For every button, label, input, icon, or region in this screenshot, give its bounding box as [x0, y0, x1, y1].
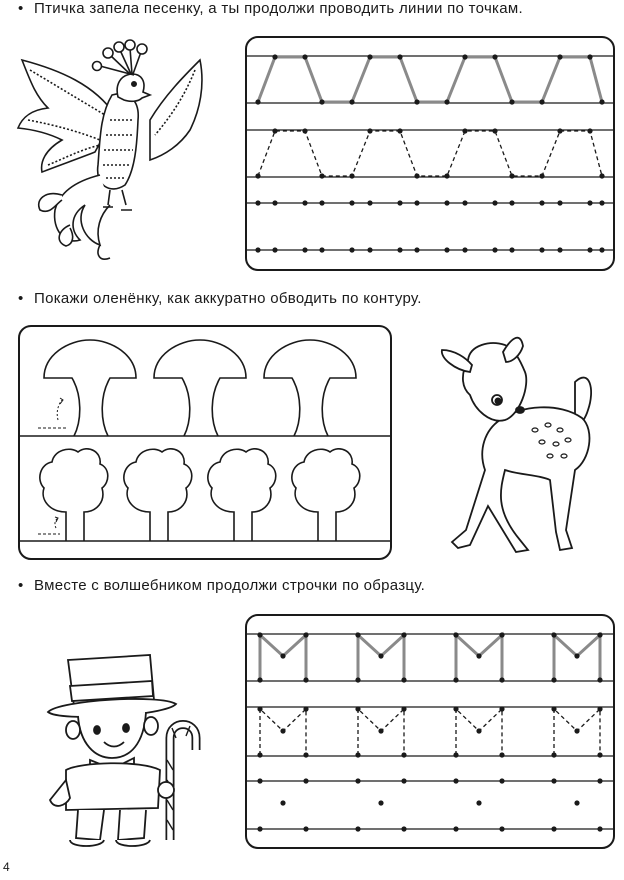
instruction-text: Птичка запела песенку, а ты продолжи проводить линии по точкам.	[34, 0, 523, 17]
panel-frame	[246, 615, 614, 848]
exercise-3-panel	[246, 615, 614, 848]
instruction-text: Покажи оленёнку, как аккуратно обводить по контуру.	[34, 290, 422, 307]
crest	[93, 40, 148, 75]
page-number: 4	[3, 860, 10, 874]
firebird-illustration	[18, 40, 202, 259]
exercise-1-panel	[246, 37, 614, 270]
fawn-illustration	[442, 338, 591, 552]
bullet: •	[18, 577, 24, 594]
magician-illustration	[48, 655, 196, 846]
bullet: •	[18, 0, 24, 17]
candy-cane	[167, 725, 196, 841]
panel-frame	[246, 37, 614, 270]
bullet: •	[18, 290, 24, 307]
exercise-2-panel	[19, 326, 391, 559]
instruction-text: Вместе с волшебником продолжи строчки по образцу.	[34, 577, 426, 594]
